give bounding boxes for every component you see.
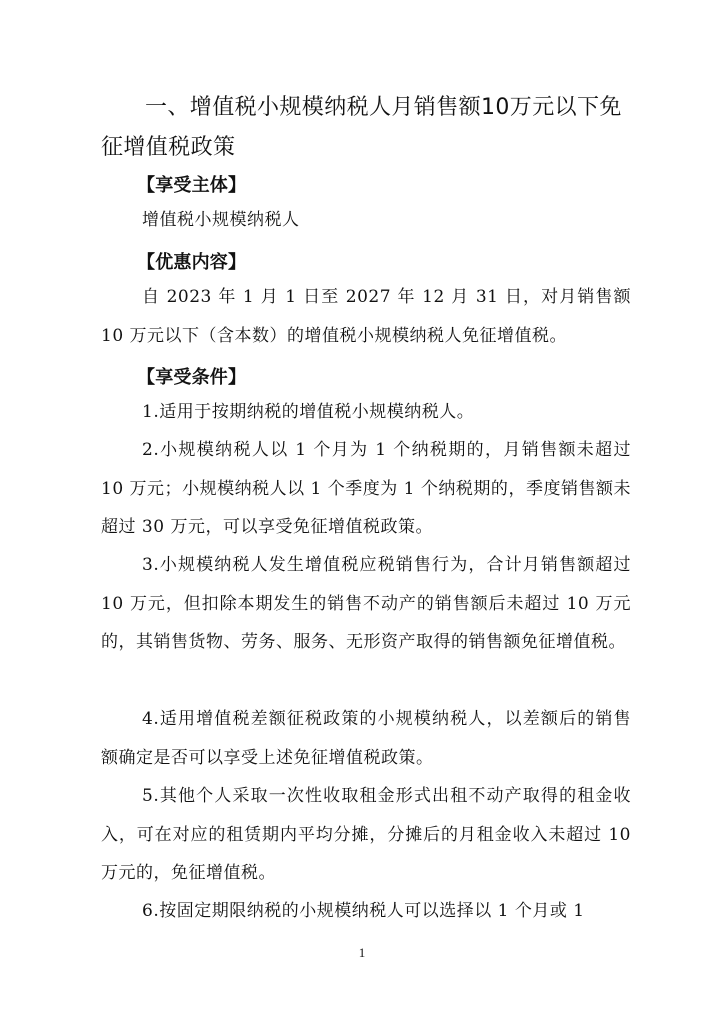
condition-item: 2.小规模纳税人以 1 个月为 1 个纳税期的，月销售额未超过 10 万元；小规模纳税人以 1 个季度为 1 个纳税期的，季度销售额未超过 30 万元，可以享受免征增值税政策。	[101, 440, 631, 537]
policy-heading: 一、增值税小规模纳税人月销售额10万元以下免征增值税政策	[101, 95, 622, 160]
condition-item: 6.按固定期限纳税的小规模纳税人可以选择以 1 个月或 1	[142, 901, 585, 921]
conditions-label: 【享受条件】	[137, 367, 247, 388]
page-number: 1	[358, 945, 366, 960]
content-text: 自 2023 年 1 月 1 日至 2027 年 12 月 31 日，对月销售额 10 万元以下（含本数）的增值税小规模纳税人免征增值税。	[101, 287, 631, 346]
condition-item: 3.小规模纳税人发生增值税应税销售行为，合计月销售额超过 10 万元，但扣除本期发生的销售不动产的销售额后未超过 10 万元的，其销售货物、劳务、服务、无形资产取得的销售额免征增值税。	[101, 555, 631, 652]
condition-item: 5.其他个人采取一次性收取租金形式出租不动产取得的租金收入，可在对应的租赁期内平均分摊，分摊后的月租金收入未超过 10 万元的，免征增值税。	[101, 786, 631, 883]
subject-label: 【享受主体】	[137, 175, 247, 196]
subject-text: 增值税小规模纳税人	[142, 210, 300, 230]
condition-item: 1.适用于按期纳税的增值税小规模纳税人。	[142, 402, 475, 422]
content-label: 【优惠内容】	[137, 252, 247, 273]
condition-item: 4.适用增值税差额征税政策的小规模纳税人，以差额后的销售额确定是否可以享受上述免征增值税政策。	[101, 709, 631, 768]
